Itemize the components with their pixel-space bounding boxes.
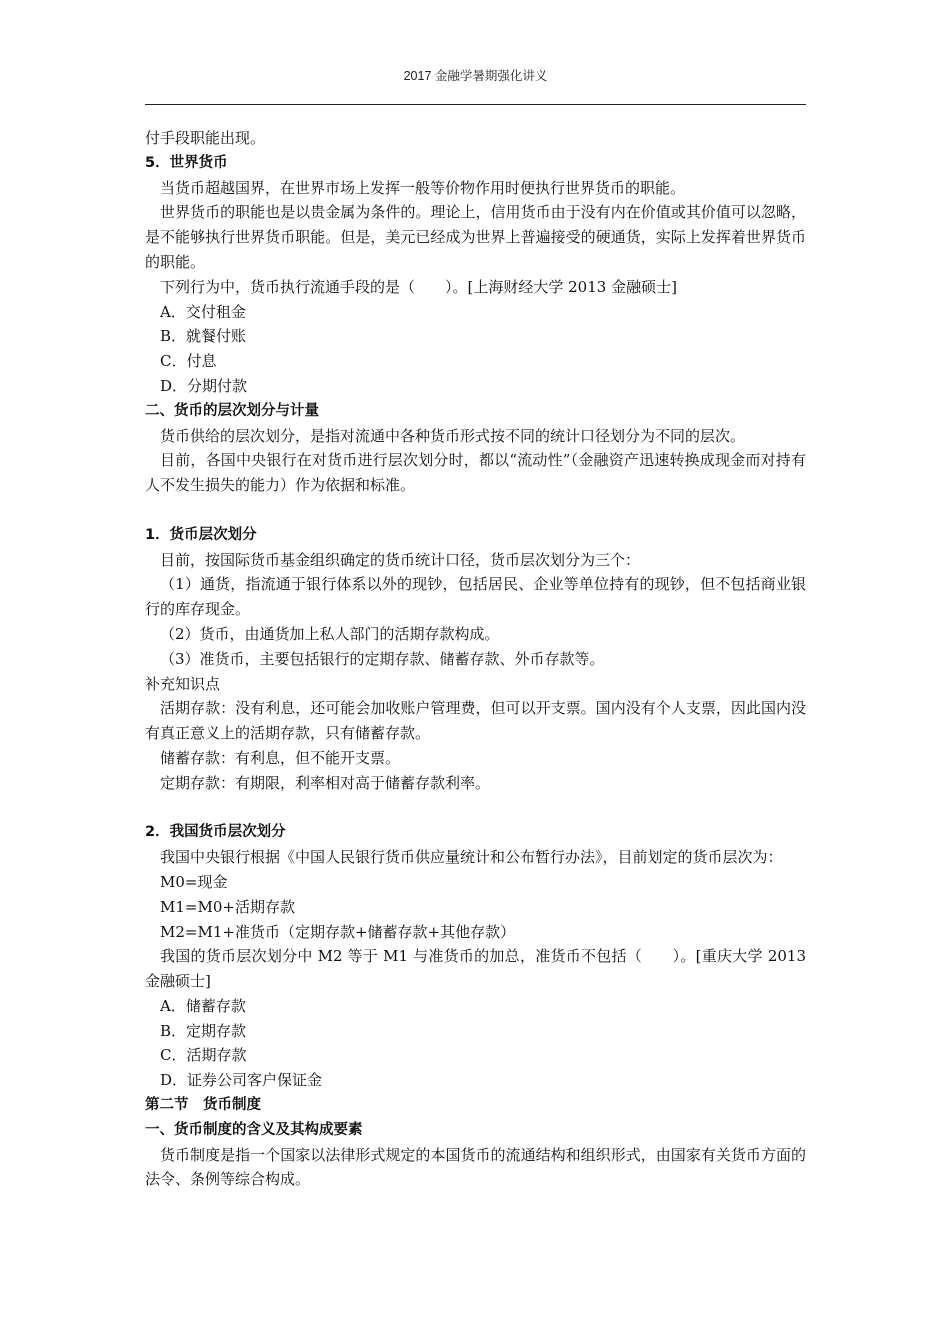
paragraph: 货币制度是指一个国家以法律形式规定的本国货币的流通结构和组织形式，由国家有关货币方面的法令、条例等综合构成。 (145, 1145, 806, 1189)
question: 下列行为中，货币执行流通手段的是（ ）。[上海财经大学 2013 金融硕士] (160, 277, 677, 296)
option-d: D．分期付款 (160, 376, 248, 395)
list-item: （1）通货，指流通于银行体系以外的现钞，包括居民、企业等单位持有的现钞，但不包括商业银行的库存现金。 (145, 575, 806, 619)
option-d: D．证券公司客户保证金 (160, 1071, 323, 1090)
formula-line: M1=M0+活期存款 (160, 897, 295, 916)
section-heading: 一、货币制度的含义及其构成要素 (145, 1121, 363, 1138)
paragraph: 付手段职能出现。 (145, 129, 266, 147)
section-heading: 2．我国货币层次划分 (145, 824, 286, 841)
option-b: B．就餐付账 (160, 327, 247, 346)
paragraph: 当货币超越国界，在世界市场上发挥一般等价物作用时便执行世界货币的职能。 (160, 178, 686, 197)
formula-line: M0=现金 (160, 872, 228, 891)
paragraph: 活期存款：没有利息，还可能会加收账户管理费，但可以开支票。国内没有个人支票，因此国内没有真正意义上的活期存款，只有储蓄存款。 (145, 699, 806, 743)
supplement-label: 补充知识点 (145, 674, 221, 693)
chapter-section-title: 第二节 货币制度 (145, 1097, 261, 1114)
formula-line: M2=M1+准货币（定期存款+储蓄存款+其他存款） (160, 922, 516, 941)
option-b: B．定期存款 (160, 1021, 247, 1040)
paragraph: 定期存款：有期限，利率相对高于储蓄存款利率。 (160, 773, 491, 792)
paragraph: 我国中央银行根据《中国人民银行货币供应量统计和公布暂行办法》，目前划定的货币层次为： (160, 848, 783, 867)
option-a: A．储蓄存款 (160, 996, 246, 1015)
paragraph: 目前，按国际货币基金组织确定的货币统计口径，货币层次划分为三个： (160, 550, 641, 569)
section-heading: 二、货币的层次划分与计量 (145, 402, 319, 419)
blank-line (145, 796, 806, 821)
option-c: C．付息 (160, 352, 217, 371)
option-a: A．交付租金 (160, 302, 246, 321)
list-item: （3）准货币，主要包括银行的定期存款、储蓄存款、外币存款等。 (160, 649, 605, 668)
document-body (145, 126, 806, 1192)
page-header: 2017 金融学暑期强化讲义 (403, 69, 548, 83)
list-item: （2）货币，由通货加上私人部门的活期存款构成。 (160, 624, 500, 643)
paragraph: 货币供给的层次划分，是指对流通中各种货币形式按不同的统计口径划分为不同的层次。 (160, 426, 746, 445)
blank-line (145, 498, 806, 523)
paragraph: 储蓄存款：有利息，但不能开支票。 (160, 748, 401, 767)
header-rule (145, 104, 806, 105)
paragraph: 目前，各国中央银行在对货币进行层次划分时，都以“流动性”（金融资产迅速转换成现金而对持有人不发生损失的能力）作为依据和标准。 (145, 451, 806, 495)
section-heading: 1．货币层次划分 (145, 526, 257, 543)
option-c: C．活期存款 (160, 1046, 247, 1065)
paragraph: 世界货币的职能也是以贵金属为条件的。理论上，信用货币由于没有内在价值或其价值可以忽略，是不能够执行世界货币职能。但是，美元已经成为世界上普遍接受的硬通货，实际上发挥着世界货币的职能。 (145, 203, 806, 271)
question: 我国的货币层次划分中 M2 等于 M1 与准货币的加总，准货币不包括（ ）。[重庆大学 2013 金融硕士] (145, 947, 806, 991)
section-heading: 5．世界货币 (145, 154, 228, 171)
